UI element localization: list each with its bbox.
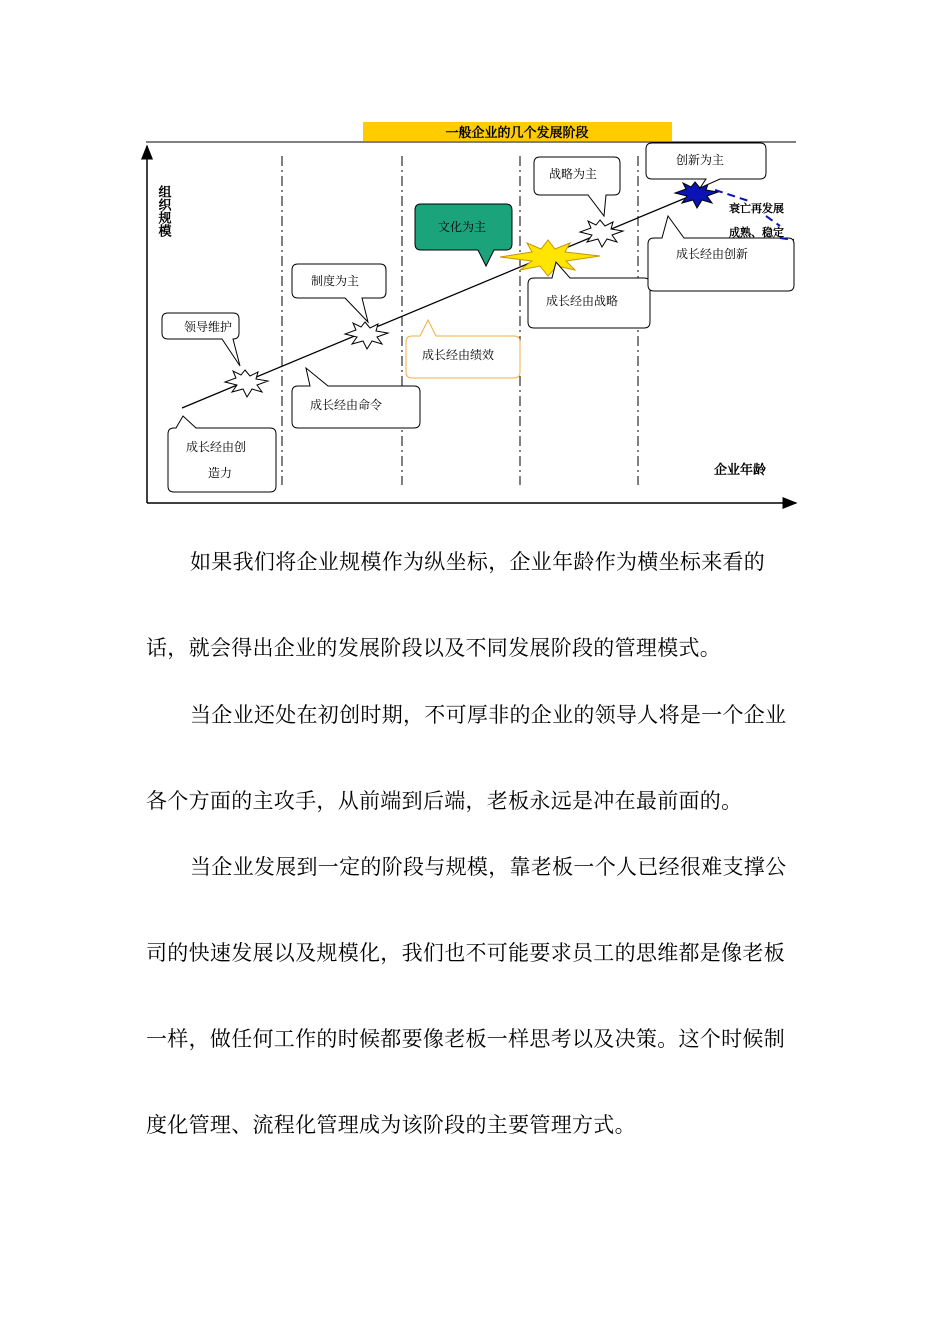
diagram-title: 一般企业的几个发展阶段 [445,126,589,141]
callout-growth-creativity-line2: 造力 [208,466,233,480]
crisis-star-4 [580,220,623,247]
future-mature-label: 成熟、稳定 [729,226,784,239]
svg-text:组织规模: 组织规模 [155,185,171,237]
callout-innovation-text: 创新为主 [676,153,725,167]
paragraph-2: 当企业还处在初创时期，不可厚非的企业的领导人将是一个企业各个方面的主攻手，从前端到后端，老板永远是冲在最前面的。 [146,703,787,813]
callout-leader-text: 领导维护 [184,320,233,334]
callout-strategy-text: 战略为主 [549,167,598,181]
callout-growth-performance-text: 成长经由绩效 [422,348,495,362]
crisis-star-innovation [675,182,718,208]
callout-growth-innovation-text: 成长经由创新 [676,247,749,261]
paragraph-1: 如果我们将企业规模作为纵坐标，企业年龄作为横坐标来看的话，就会得出企业的发展阶段以及不同发展阶段的管理模式。 [146,550,766,660]
callout-growth-strategy-text: 成长经由战略 [546,294,619,308]
callout-growth-creativity [168,416,276,492]
x-axis-label: 企业年龄 [714,463,767,478]
callout-culture-text: 文化为主 [438,220,487,234]
callout-growth-command-text: 成长经由命令 [310,398,383,412]
development-stages-diagram [0,0,950,520]
callout-system-text: 制度为主 [311,274,360,288]
future-decline-label: 衰亡再发展 [729,202,784,215]
y-axis-label [156,184,173,238]
callout-strategy [534,157,620,216]
paragraph-3: 当企业发展到一定的阶段与规模，靠老板一个人已经很难支撑公司的快速发展以及规模化，我们也不可能要求员工的思维都是像老板一样，做任何工作的时候都要像老板一样思考以及决策。这个时候制度化管理、流程化管理成为该阶段的主要管理方式。 [146,855,787,1137]
callout-system [292,264,386,322]
crisis-star-2 [345,322,388,349]
crisis-star-1 [225,370,268,397]
callout-culture [415,204,512,266]
crisis-star-culture [500,240,600,276]
callout-growth-creativity-line1: 成长经由创 [186,440,247,454]
